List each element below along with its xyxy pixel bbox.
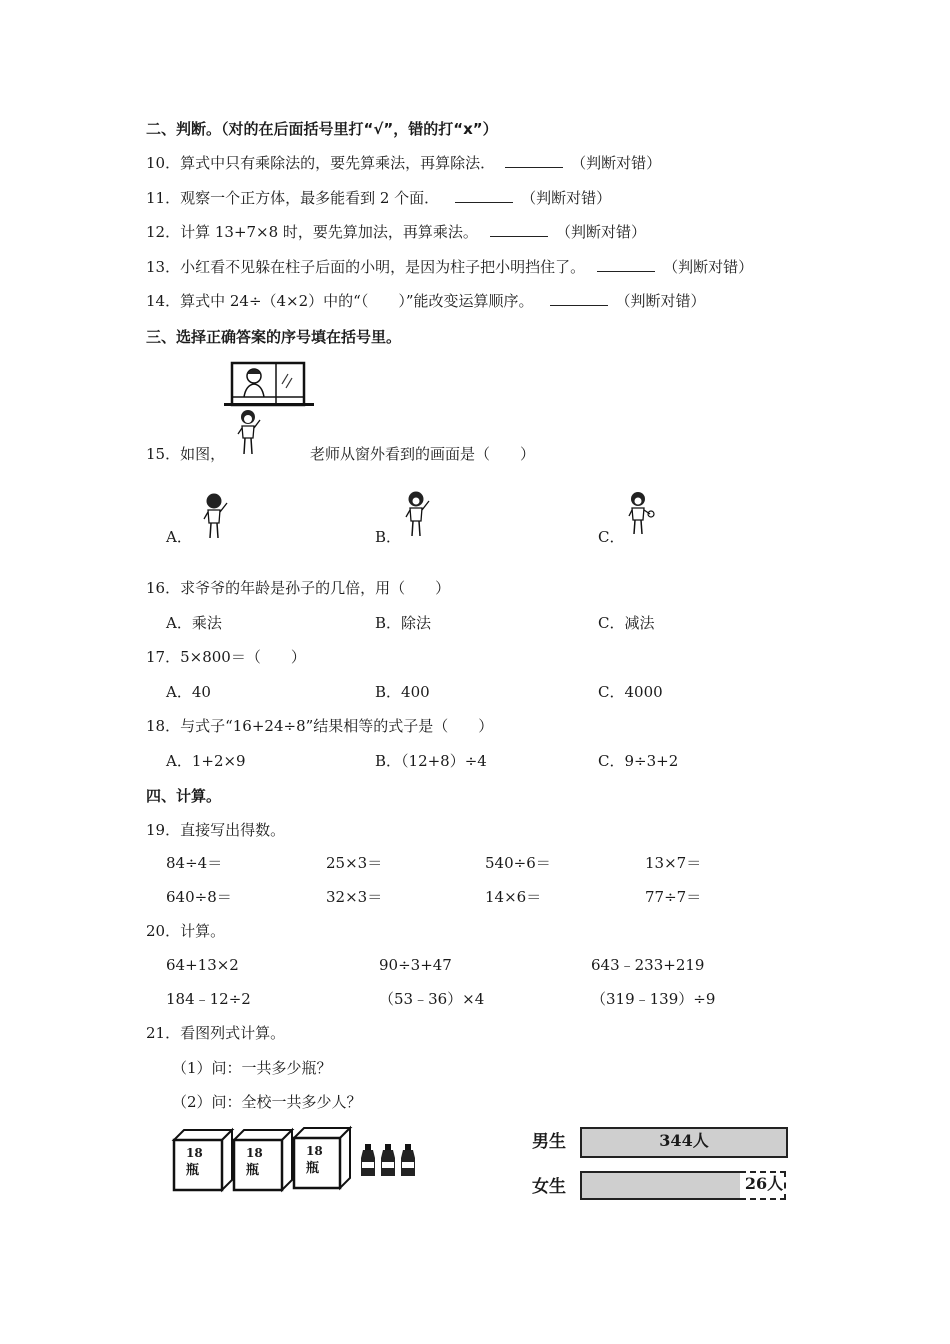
question-19: 19．直接写出得数。 bbox=[146, 821, 286, 839]
q20-expression: （53﹣36）×4 bbox=[379, 990, 485, 1008]
question-18: 18．与式子“16+24÷8”结果相等的式子是（ ） bbox=[146, 717, 494, 735]
answer-blank-10[interactable] bbox=[505, 153, 563, 168]
question-10 bbox=[146, 153, 661, 173]
q18-option-c[interactable]: C．9÷3+2 bbox=[598, 752, 679, 770]
question-16: 16．求爷爷的年龄是孙子的几倍，用（ ） bbox=[146, 579, 451, 597]
question-14-suffix: （判断对错） bbox=[615, 292, 706, 310]
q15-option-c[interactable]: C． bbox=[598, 528, 625, 546]
question-15-text: 老师从窗外看到的画面是（ ） bbox=[310, 445, 536, 463]
question-15-prefix: 15．如图， bbox=[146, 445, 226, 463]
answer-blank-11[interactable] bbox=[455, 188, 513, 203]
question-11-text: 11．观察一个正方体，最多能看到 2 个面． bbox=[146, 189, 440, 207]
girls-bar bbox=[580, 1171, 742, 1200]
boys-value: 344人 bbox=[659, 1131, 709, 1150]
box-1-label-unit: 瓶 bbox=[186, 1163, 200, 1178]
section-2-heading: 二、判断。（对的在后面括号里打“√”，错的打“x”） bbox=[146, 120, 498, 138]
bottle-icon bbox=[381, 1144, 395, 1176]
q15-option-b[interactable]: B． bbox=[375, 528, 402, 546]
question-17: 17．5×800＝（ ） bbox=[146, 648, 306, 666]
question-12-text: 12．计算 13+7×8 时，要先算加法，再算乘法。 bbox=[146, 223, 478, 241]
box-2-label-unit: 瓶 bbox=[246, 1163, 260, 1178]
q15-option-a[interactable]: A． bbox=[166, 528, 192, 546]
q19-expression: 13×7＝ bbox=[645, 854, 702, 872]
girls-label: 女生 bbox=[532, 1177, 566, 1197]
section-4-heading: 四、计算。 bbox=[146, 787, 222, 805]
question-13 bbox=[146, 257, 753, 277]
window-teacher-illustration bbox=[230, 362, 310, 460]
question-21-sub-2: （2）问：全校一共多少人？ bbox=[172, 1093, 362, 1111]
box-3-label-number: 18 bbox=[306, 1144, 323, 1158]
box-1 bbox=[174, 1130, 232, 1190]
q16-option-c[interactable]: C．减法 bbox=[598, 614, 655, 632]
answer-blank-12[interactable] bbox=[490, 222, 548, 237]
q16-option-b[interactable]: B．除法 bbox=[375, 614, 432, 632]
girls-difference-value: 26人 bbox=[744, 1174, 784, 1193]
bottle-icon bbox=[401, 1144, 415, 1176]
option-c-child-figure bbox=[626, 490, 658, 536]
box-2-label-number: 18 bbox=[246, 1146, 263, 1160]
q19-expression: 640÷8＝ bbox=[166, 888, 232, 906]
bottle-icon bbox=[361, 1144, 375, 1176]
question-11 bbox=[146, 188, 611, 208]
bottle-boxes-illustration bbox=[170, 1128, 430, 1194]
question-12-suffix: （判断对错） bbox=[555, 223, 646, 241]
q17-option-a[interactable]: A．40 bbox=[166, 683, 211, 701]
box-2 bbox=[234, 1130, 292, 1190]
q20-expression: 90÷3+47 bbox=[379, 956, 452, 974]
q17-option-b[interactable]: B．400 bbox=[375, 683, 430, 701]
question-13-suffix: （判断对错） bbox=[663, 258, 754, 276]
box-1-label-number: 18 bbox=[186, 1146, 203, 1160]
box-3 bbox=[294, 1128, 350, 1188]
q18-option-a[interactable]: A．1+2×9 bbox=[166, 752, 246, 770]
question-14-text: 14．算式中 24÷（4×2）中的“（ ）”能改变运算顺序。 bbox=[146, 292, 534, 310]
q20-expression: 643﹣233+219 bbox=[591, 956, 705, 974]
q20-expression: 184﹣12÷2 bbox=[166, 990, 251, 1008]
question-21: 21．看图列式计算。 bbox=[146, 1024, 286, 1042]
question-21-sub-1: （1）问：一共多少瓶？ bbox=[172, 1059, 332, 1077]
q20-expression: 64+13×2 bbox=[166, 956, 239, 974]
question-10-suffix: （判断对错） bbox=[571, 154, 662, 172]
question-13-text: 13．小红看不见躲在柱子后面的小明，是因为柱子把小明挡住了。 bbox=[146, 258, 586, 276]
question-10-text: 10．算式中只有乘除法的，要先算乘法，再算除法． bbox=[146, 154, 496, 172]
section-3-heading: 三、选择正确答案的序号填在括号里。 bbox=[146, 328, 402, 346]
answer-blank-14[interactable] bbox=[550, 291, 608, 306]
q19-expression: 540÷6＝ bbox=[485, 854, 551, 872]
q19-expression: 84÷4＝ bbox=[166, 854, 223, 872]
answer-blank-13[interactable] bbox=[597, 257, 655, 272]
box-3-label-unit: 瓶 bbox=[306, 1161, 320, 1176]
question-12 bbox=[146, 222, 646, 242]
q19-expression: 14×6＝ bbox=[485, 888, 542, 906]
q19-expression: 77÷7＝ bbox=[645, 888, 702, 906]
option-a-child-figure bbox=[200, 492, 232, 540]
boys-label: 男生 bbox=[532, 1132, 566, 1152]
q19-expression: 25×3＝ bbox=[326, 854, 383, 872]
q17-option-c[interactable]: C．4000 bbox=[598, 683, 663, 701]
q16-option-a[interactable]: A．乘法 bbox=[166, 614, 222, 632]
q19-expression: 32×3＝ bbox=[326, 888, 383, 906]
question-11-suffix: （判断对错） bbox=[521, 189, 612, 207]
question-14 bbox=[146, 291, 706, 311]
question-15 bbox=[146, 444, 225, 464]
option-b-child-figure bbox=[402, 490, 434, 538]
q18-option-b[interactable]: B．（12+8）÷4 bbox=[375, 752, 487, 770]
q20-expression: （319﹣139）÷9 bbox=[591, 990, 716, 1008]
question-20: 20．计算。 bbox=[146, 922, 226, 940]
